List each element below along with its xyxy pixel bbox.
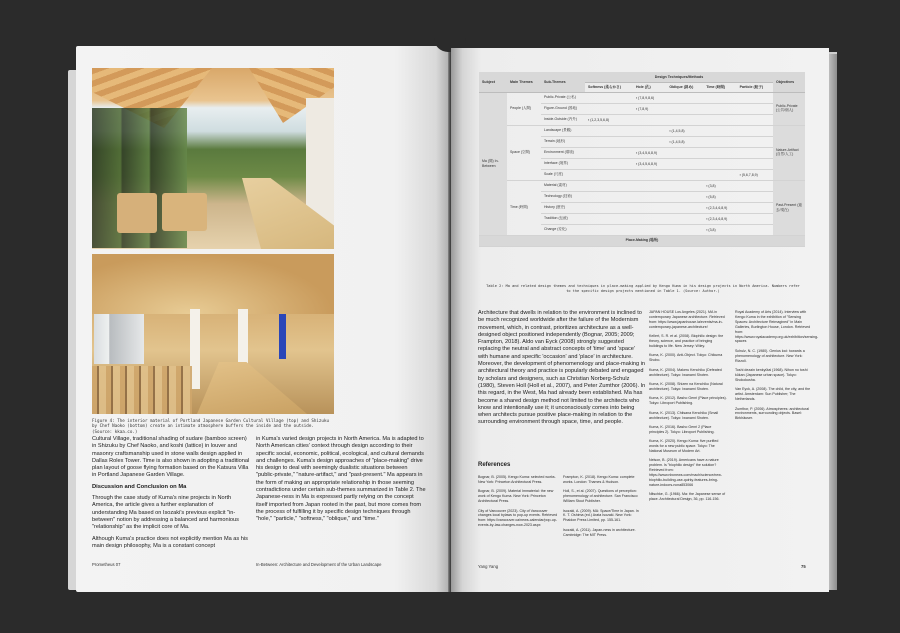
- reference-item: Kuma, K. (2020). Kengo Kuma: five purified words for a new public space. Tokyo: The National Museum of Modern Art.: [649, 439, 719, 454]
- table-caption: Table 2: Ma and related design themes and techniques in place-making applied by Kengo Kuma in his design projects in North America. Numbers refer to the specific design projects mentioned in Table 1. (Source: Author.): [486, 284, 800, 293]
- reference-item: Kellert, S. R. et al. (2008). Biophilic design: the theory, science, and practice of bringing buildings to life. New Jersey: Wiley.: [649, 334, 724, 348]
- theme-cell: People (人間): [507, 92, 541, 125]
- figure-photo-shizuku-restaurant: [92, 254, 334, 414]
- value-cell: ▪ (3,8): [703, 224, 736, 235]
- right-body-column: [478, 310, 646, 431]
- page-number: 75: [801, 564, 806, 569]
- value-cell: ▪ (2,3,4,6,8,9): [703, 213, 736, 224]
- value-cell: ▪ (3,8): [703, 180, 736, 191]
- sub-theme-cell: Terrain (地形): [541, 136, 585, 147]
- sub-theme-cell: Interface (境界): [541, 158, 585, 169]
- section-heading: Discussion and Conclusion on Ma: [92, 483, 187, 490]
- reference-item: Van Eyck, A. (2008). The child, the city, and the artist. Amsterdam: Sun Publisher; The Netherlands.: [735, 387, 811, 402]
- paragraph: Cultural Village, traditional shading of sudare (bamboo screen) in Shizuku by Chef Naoko, and koshi (lattice) in louver and masonry craftsmanship used in stone walls design applied in Dallas Rolex Tower. Time is also shown in adopting a traditional plan layout of goose flying formation based on the Katsura Villa in Portland Japanese Garden Village.: [92, 436, 250, 479]
- paragraph: Through the case study of Kuma's nine projects in North America, the article gives a further explanation of understanding Ma based on Isozaki's previous explicit "in-between" notion by addressing a balanced and harmonious "relationship" as the implicit core of Ma.: [92, 495, 239, 531]
- reference-item: Nelson, B. (2019). Americans have a nature problem. Is "biophilic design" the solution? Retrieved from: https://www.nbcnews.com/mach/science/new-biophilic-building-use-quirky-features-bring-nature-indoors-ncna853066: [649, 458, 723, 487]
- col-softness: Softness (柔らかさ): [585, 82, 633, 92]
- sub-theme-cell: Material (素材): [541, 180, 585, 191]
- dining-chairs: [92, 366, 192, 414]
- col-main-themes: Main Themes: [507, 72, 541, 92]
- col-time: Time (時間): [703, 82, 736, 92]
- left-column-1: [92, 436, 250, 554]
- right-page-fore-edge: [829, 54, 837, 590]
- value-cell: ▪ (1,4,5,8): [666, 125, 703, 136]
- value-cell: ▪ (3,4,5,6,8,9): [633, 147, 666, 158]
- table-row: [479, 180, 805, 191]
- value-cell: ▪ (2,3,4,6,8,9): [703, 202, 736, 213]
- paragraph: Architecture that dwells in relation to the environment is inclined to be much recognized worldwide after the failure of the Modernism movement, which, in contrast, prioritizes architecture as a well-designed object positioned independently (Bognar, 2005; 2009; Frampton, 2018). Aldo van Eyck (2008) strongly suggested replacing the neutral and abstract concepts of 'time' and 'space' with humane and specific 'occasion' and 'place' in architecture. Moreover, the development of phenomenology and place-making in architectural theory and practice is popularly debated and engaged by scholars and designers, such as Christian Norberg-Schulz (1980), Steven Holl (Holl et al., 2007), and Peter Zumthor (2006). In this regard, in the West, Ma had already been established. Ma has become a shared design method not limited to the architects who know and intentionally use it; it unconsciously comes into being when architects pursue positive place-making in relation to the surrounding environment through space, time, and people.: [478, 310, 646, 426]
- sub-theme-cell: Technology (技術): [541, 191, 585, 202]
- objective-cell: Past-Present (過去/現在): [773, 180, 805, 235]
- reference-item: Kuma, K. (2013). Chiisana Kenchiku (Small architecture). Tokyo: Iwanami Shoten.: [649, 410, 719, 420]
- design-techniques-table: [479, 72, 805, 247]
- col-hole: Hole (孔): [633, 82, 666, 92]
- references-column-a: [478, 475, 558, 533]
- place-making-footer: Place-Making (場所): [479, 235, 805, 246]
- blue-door: [279, 314, 286, 359]
- sub-theme-cell: Public-Private (公私): [541, 92, 585, 103]
- table-footer-row: [479, 235, 805, 246]
- col-design-techniques: Design Techniques/Methods: [585, 72, 773, 82]
- cafe-table: [162, 193, 207, 231]
- value-cell: ▪ (3,4,5,6,8,9): [633, 158, 666, 169]
- references-column-d: [735, 310, 819, 426]
- references-column-c: [649, 310, 727, 507]
- reference-item: City of Vancouver (2023). City of Vancouver changes local bylaws to pop-up events. Retrieved from: https://vancouver.ca/news-calendar/pop-up-events-by-law-changes-now-2023.aspx: [478, 508, 558, 528]
- col-objectives: Objectives: [773, 72, 805, 92]
- sub-theme-cell: Scale (尺度): [541, 169, 585, 180]
- footer-journal: Prometheus 07: [92, 562, 121, 567]
- reference-item: Bognar, B. (2005). Kengo Kuma: selected works. New York: Princeton Architectural Press.: [478, 475, 556, 484]
- col-particle: Particle (粒子): [737, 82, 773, 92]
- wooden-bar-counter: [197, 362, 307, 414]
- col-oblique: Oblique (斜め): [666, 82, 703, 92]
- col-subject: Subject: [479, 72, 507, 92]
- theme-cell: Time (時間): [507, 180, 541, 235]
- reference-item: Kuma, K. (2004). Makeru Kenchiku (Defeated architecture). Tokyo: Iwanami Shoten.: [649, 367, 722, 377]
- reference-item: Holl, S., et al. (2007). Questions of perception: phenomenology of architecture. San Francisco: William Stout Publisher.: [563, 489, 639, 504]
- reference-item: Royal Academy of Arts (2014). Interview with Kengo Kuma in the exhibition of "Sensing Spaces: Architecture Reimagined" in Main Galleries, Burlington House, London. Retrieved from: https://www.royalacademy.org.uk/exhibition/sensing-spaces: [735, 310, 819, 344]
- value-cell: ▪ (1,4,5,8): [666, 136, 703, 147]
- reference-item: Isozaki, A. (2009). MA: Space/Time in Japan. In K. T. Oshima (ed.) Arata Isozaki. New York: Phaidon Press Limited, pp. 155-161.: [563, 508, 639, 523]
- reference-item: Kuma, K. (2000). Anti-Object. Tokyo: Chikuma Shobo.: [649, 353, 723, 363]
- reference-item: Nitschke, G. (1966). Ma: the Japanese sense of place. Architectural Design, 36, pp. 116-156.: [649, 492, 726, 502]
- reference-item: Bognar, B. (2009). Material Immaterial: the new work of Kengo Kuma. New York: Princeton Architectural Press.: [478, 489, 554, 504]
- theme-cell: Space (空間): [507, 125, 541, 180]
- table-row: [479, 125, 805, 136]
- references-heading: References: [478, 462, 511, 468]
- sub-theme-cell: Landscape (景観): [541, 125, 585, 136]
- reference-item: Toshi dezain kenkyūtai (1968). Nihon no toshi kūkan (Japanese urban space). Tokyo: Shokokusha.: [735, 368, 808, 382]
- sub-theme-cell: Tradition (伝統): [541, 213, 585, 224]
- reference-item: Zumthor, P. (2006). Atmospheres: architectural environments, surrounding objects. Basel: Birkhäuser.: [735, 406, 810, 421]
- reference-item: Kuma, K. (2012). Basho Genri (Place principles). Tokyo: Libroport Publishing.: [649, 396, 727, 406]
- sub-theme-cell: Environment (環境): [541, 147, 585, 158]
- reference-item: JAPAN HOUSE Los Angeles (2021). MA in contemporary Japanese architecture. Retrieved from: https://www.japanhouse.la/events/ma-in-contemporary-japanese-architecture/: [649, 310, 725, 329]
- sub-theme-cell: Change (変化): [541, 224, 585, 235]
- cafe-table: [117, 193, 157, 233]
- footer-author: Yang Yang: [478, 564, 499, 569]
- objective-cell: Public-Private (公共/個人): [773, 92, 805, 125]
- sub-theme-cell: Inside-Outside (内外): [541, 114, 585, 125]
- sub-theme-cell: History (歴史): [541, 202, 585, 213]
- objective-cell: Nature-Artifact (自然/人工): [773, 125, 805, 180]
- col-sub-themes: Sub-Themes: [541, 72, 585, 92]
- value-cell: ▪ (7,8,9,8,6): [633, 92, 666, 103]
- reference-item: Schulz, N. C. (1980). Genius loci: towards a phenomenology of architecture. New York: Rizzoli.: [735, 348, 805, 363]
- value-cell: ▪ (5,8): [703, 191, 736, 202]
- subject-cell: Ma (間) In-Between: [479, 92, 507, 235]
- reference-item: Kuma, K. (2016). Basho Genri 2 (Place principles 2). Tokyo: Libroport Publishing.: [649, 424, 715, 434]
- table-row: [479, 92, 805, 103]
- paragraph: Although Kuma's practice does not explicitly mention Ma as his main design philosophy, Ma is a constant concept: [92, 535, 248, 549]
- right-page: [451, 48, 829, 592]
- sub-theme-cell: Figure-Ground (図地): [541, 103, 585, 114]
- reference-item: Kuma, K. (2008). Shizen na Kenchiku (Natural architecture). Tokyo: Iwanami Shoten.: [649, 381, 723, 391]
- figure-caption: Figure 4: The interior material of Portland Japanese Garden Cultural Village (top) and Shizuku by Chef Naoko (bottom) create an intimate atmosphere buffers the inside and the outside. (Source: kkaa.co.): [92, 418, 329, 434]
- left-column-2: [256, 436, 426, 528]
- footer-title: In-Between: Architecture and Development of the Urban Landscape: [256, 562, 382, 567]
- wooden-ceiling: [92, 254, 334, 314]
- figure-photo-portland-cafe: [92, 68, 334, 249]
- value-cell: ▪ (7,8,9): [633, 103, 666, 114]
- reference-item: Frampton, K. (2018). Kengo Kuma: complete works. London: Thames & Hudson.: [563, 475, 635, 484]
- value-cell: ▪ (1,2,3,5,6,8): [585, 114, 633, 125]
- references-column-b: [563, 475, 643, 542]
- paragraph: in Kuma's varied design projects in North America. Ma is adapted to North American cities' context through design according to their specific social, economic, political, ecological, and cultural demands and challenges. Kuma's design approaches of "place-making" drive his design to deal with seemingly dualistic situations between "public-private," "nature-artifact," and "past-present." Ma appears in the form of making an appropriate relationship in those seeming contradictions under certain sub-themes summarized in Table 2. The Japanese-ness in Ma is expressed partly relying on the concept itself imported from Japan rooted in the past, but more comes from the process of fulfilling it by specific design techniques through "hole," "particle," "softness," "oblique," and "time.": [256, 436, 426, 523]
- window: [94, 314, 144, 364]
- left-page: [76, 46, 451, 592]
- reference-item: Isozaki, A. (2011). Japan-ness in architecture. Cambridge: The MIT Press.: [563, 527, 636, 537]
- value-cell: ▪ (5,6,7,8,9): [737, 169, 773, 180]
